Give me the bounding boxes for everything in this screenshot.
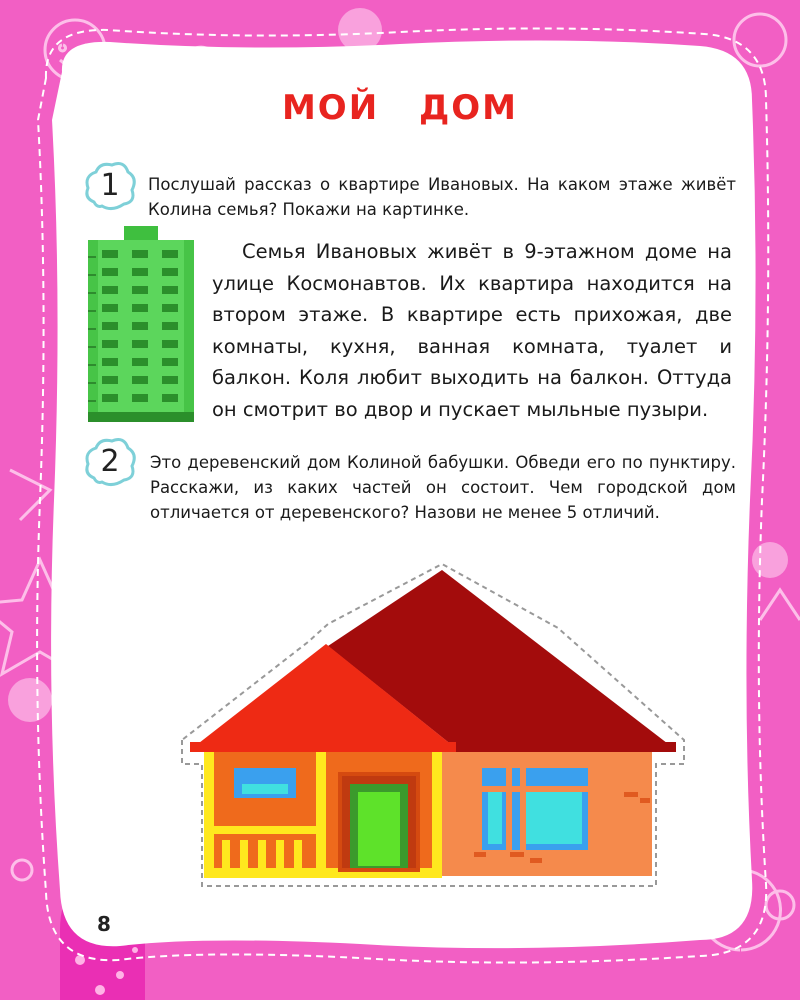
task-2-instruction: Это деревенский дом Колиной бабушки. Обведи его по пунктиру. Расскажи, из каких частей он состоит. Чем городской дом отличается от деревенского? Назови не менее 5 отличий. [150, 453, 736, 522]
village-house-illustration [178, 556, 698, 896]
task-number-2: 2 [100, 444, 120, 479]
page-number: 8 [84, 904, 124, 944]
page-title: МОЙ ДОМ [281, 88, 519, 128]
task-number-badge-1 [82, 158, 138, 214]
apartment-building-illustration [84, 226, 198, 422]
story-text: Семья Ивановых живёт в 9-этажном доме на улице Космонавтов. Их квартира находится на втором этаже. В квартире есть прихожая, две комнаты, кухня, ванная комната, туалет и балкон. Коля любит выходить на балкон. Оттуда он смотрит во двор и пускает мыльные пузыри. [212, 240, 732, 421]
task-1-instruction: Послушай рассказ о квартире Ивановых. На каком этаже живёт Колина семья? Покажи на картинке. [148, 175, 736, 219]
task-number-badge-2 [82, 434, 138, 490]
task-number-1: 1 [100, 168, 120, 203]
